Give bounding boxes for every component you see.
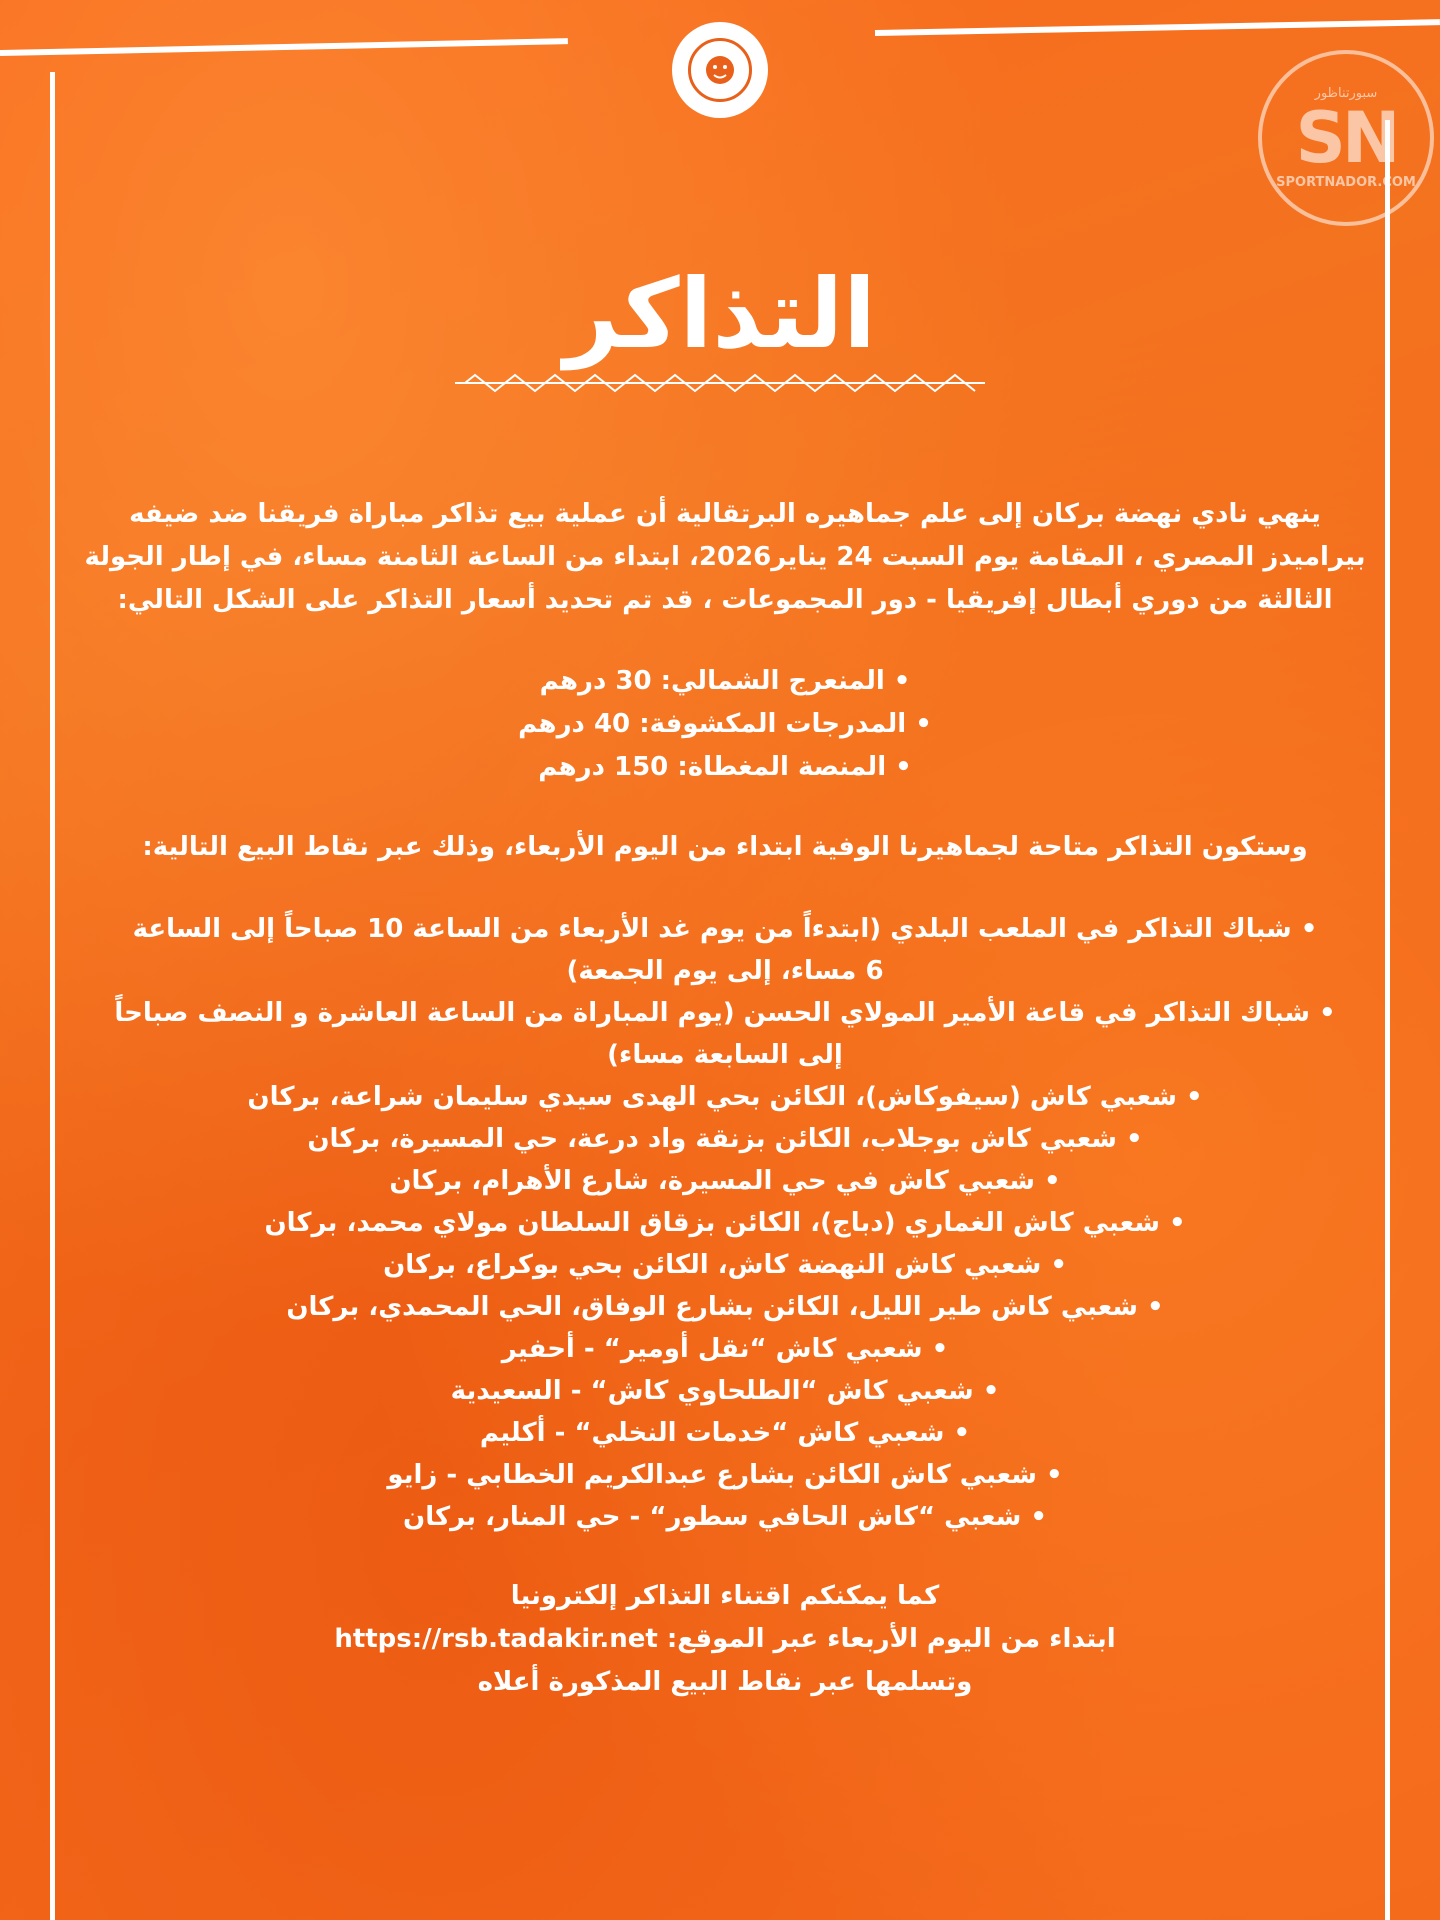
sale-point-item: • شباك التذاكر في قاعة الأمير المولاي الحسن (يوم المباراة من الساعة العاشرة و النصف صباحاً [114, 998, 1336, 1028]
sale-point-item: إلى السابعة مساء) [607, 1040, 843, 1070]
lion-icon [702, 52, 738, 88]
club-logo [672, 22, 768, 118]
ticket-website-link[interactable]: https://rsb.tadakir.net [334, 1624, 658, 1654]
watermark-top-text: سبورتناظور [1314, 86, 1378, 101]
sale-point-item: • شعبي كاش الكائن بشارع عبدالكريم الخطابي - زايو [387, 1460, 1063, 1490]
sale-point-item: • شعبي كاش بوجلاب، الكائن بزنقة واد درعة، حي المسيرة، بركان [307, 1124, 1143, 1154]
price-item: • المنعرج الشمالي: 30 درهم [539, 666, 911, 696]
sale-point-item: • شعبي كاش طير الليل، الكائن بشارع الوفاق، الحي المحمدي، بركان [286, 1292, 1164, 1322]
sale-point-item: • شعبي “كاش الحافي سطور“ - حي المنار، بركان [403, 1502, 1047, 1532]
sale-point-item: • شعبي كاش في حي المسيرة، شارع الأهرام، بركان [389, 1166, 1061, 1196]
sale-point-item: • شباك التذاكر في الملعب البلدي (ابتدءاً من يوم غد الأربعاء من الساعة 10 صباحاً إلى الساعة [132, 914, 1318, 944]
availability-text: وستكون التذاكر متاحة لجماهيرنا الوفية ابتداء من اليوم الأربعاء، وذلك عبر نقاط البيع التالية: [142, 832, 1308, 862]
online-line-2-text: ابتداء من اليوم الأربعاء عبر الموقع: [666, 1624, 1116, 1654]
online-line-2 [80, 1618, 1370, 1661]
price-list [80, 660, 1370, 789]
sale-point-item: • شعبي كاش النهضة كاش، الكائن بحي بوكراع، بركان [383, 1250, 1067, 1280]
intro-line: بيراميدز المصري ، المقامة يوم السبت 24 يناير2026، ابتداء من الساعة الثامنة مساء، في إطار الجولة [84, 542, 1366, 572]
ornament-divider [455, 372, 985, 394]
sale-point-item: • شعبي كاش “خدمات النخلي“ - أكليم [479, 1418, 971, 1448]
sale-point-item: 6 مساء، إلى يوم الجمعة) [566, 956, 884, 986]
intro-line: ينهي نادي نهضة بركان إلى علم جماهيره البرتقالية أن عملية بيع تذاكر مباراة فريقنا ضد ضيفه [129, 499, 1321, 529]
price-item: • المنصة المغطاة: 150 درهم [538, 752, 912, 782]
sale-point-item: • شعبي كاش “الطلحاوي كاش“ - السعيدية [450, 1376, 1000, 1406]
sale-point-item: • شعبي كاش “نقل أومير“ - أحفير [501, 1334, 949, 1364]
sportnador-watermark [1258, 50, 1434, 226]
watermark-bottom-text: SPORTNADOR.COM [1276, 175, 1416, 190]
online-line-3: وتسلمها عبر نقاط البيع المذكورة أعلاه [477, 1667, 973, 1697]
frame-line-top-right [875, 19, 1440, 36]
watermark-letters: SN [1295, 97, 1397, 179]
sale-point-item: • شعبي كاش (سيفوكاش)، الكائن بحي الهدى سيدي سليمان شراعة، بركان [247, 1082, 1203, 1112]
frame-line-right [1385, 120, 1390, 1920]
online-line-1: كما يمكنكم اقتناء التذاكر إلكترونيا [510, 1581, 940, 1611]
frame-line-top-left [0, 38, 568, 56]
sale-point-item: • شعبي كاش الغماري (دباج)، الكائن بزقاق السلطان مولاي محمد، بركان [264, 1208, 1186, 1238]
sale-points-list [80, 908, 1370, 1538]
club-crest-icon [688, 38, 752, 102]
intro-line: الثالثة من دوري أبطال إفريقيا - دور المجموعات ، قد تم تحديد أسعار التذاكر على الشكل التالي: [117, 585, 1333, 615]
intro-paragraph [80, 493, 1370, 622]
online-purchase-section [80, 1575, 1370, 1704]
page-title: التذاكر [563, 258, 877, 370]
price-item: • المدرجات المكشوفة: 40 درهم [518, 709, 932, 739]
